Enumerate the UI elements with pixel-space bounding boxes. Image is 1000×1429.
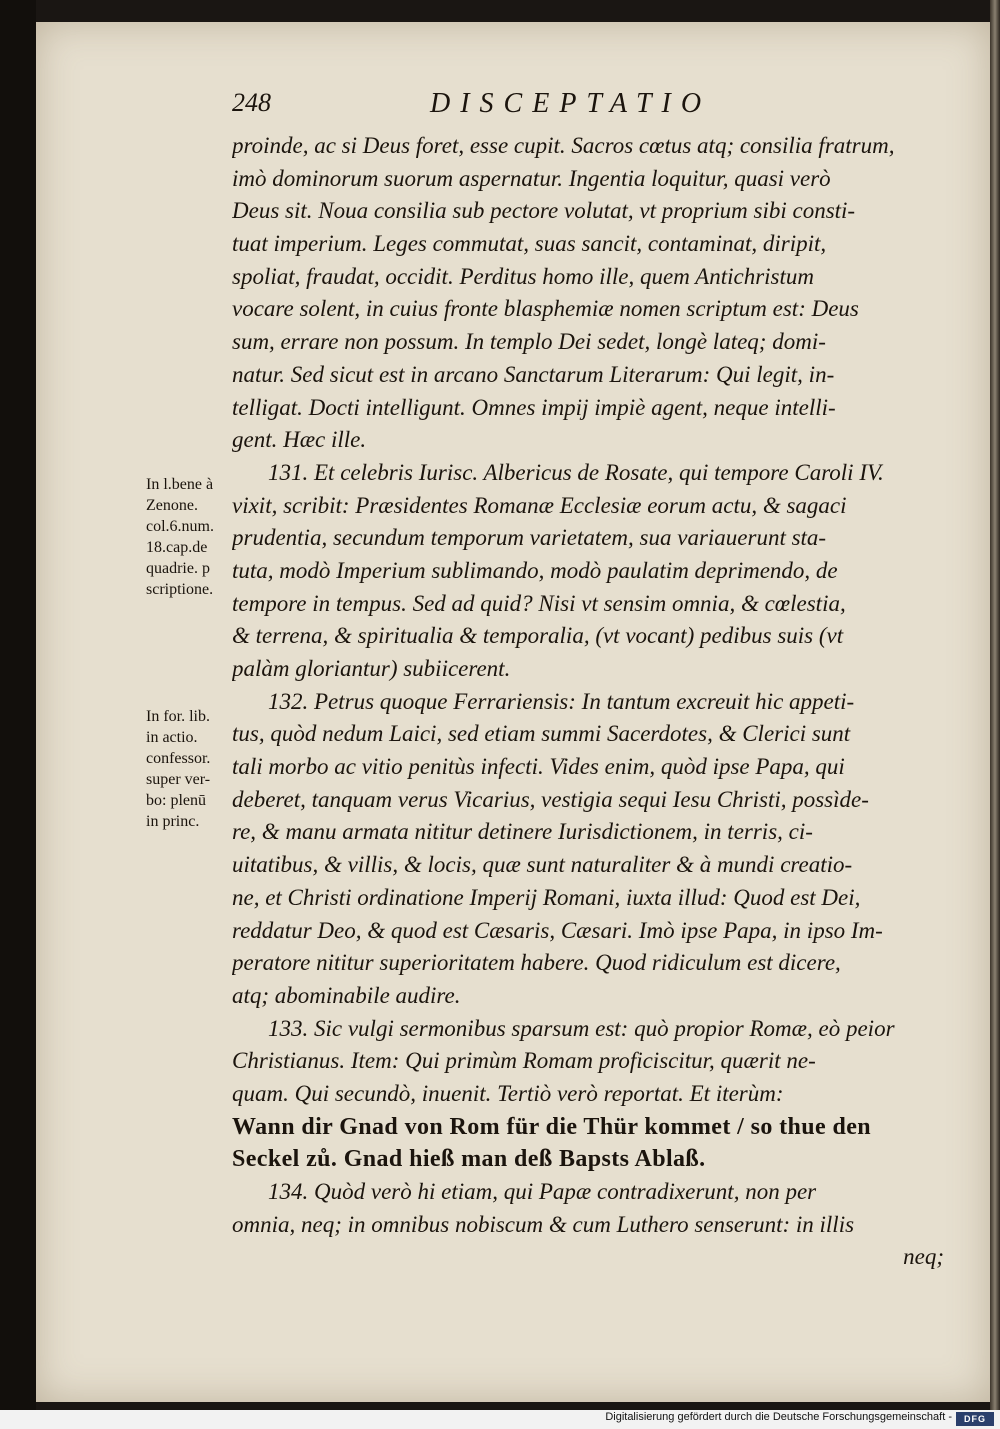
text-line: telligat. Docti intelligunt. Omnes impij impiè agent, neque intelli- <box>232 394 836 420</box>
text-line: atq; abominabile audire. <box>232 982 461 1008</box>
margin-note-line: bo: plenū <box>146 792 206 809</box>
margin-note-line: In l.bene à <box>146 476 214 493</box>
text-line: palàm gloriantur) subiicerent. <box>232 656 511 681</box>
margin-note-line: in actio. <box>146 729 198 746</box>
text-line: proinde, ac si Deus foret, esse cupit. Sacros cœtus atq; consilia fratrum, <box>232 133 895 158</box>
text-line: tali morbo ac vitio penitùs infecti. Vides enim, quòd ipse Papa, qui <box>232 754 845 780</box>
text-line: tempore in tempus. Sed ad quid? Nisi vt sensim omnia, & cœlestia, <box>232 590 846 616</box>
text-line: re, & manu armata nititur detinere Iurisdictionem, in terris, ci- <box>232 819 813 845</box>
paragraph-133-start: 133. Sic vulgi sermonibus sparsum est: quò propior Romæ, eò peior <box>268 1015 895 1041</box>
margin-note-line: confessor. <box>146 750 211 767</box>
scan-right-edge <box>990 0 1000 1410</box>
margin-note-line: super ver- <box>146 771 211 788</box>
text-line: ne, et Christi ordinatione Imperij Romani, iuxta illud: Quod est Dei, <box>232 884 861 910</box>
text-line: tus, quòd nedum Laici, sed etiam summi Sacerdotes, & Clerici sunt <box>232 721 851 747</box>
text-line: omnia, neq; in omnibus nobiscum & cum Luthero senserunt: in illis <box>232 1211 855 1237</box>
paragraph-131-start: 131. Et celebris Iurisc. Albericus de Rosate, qui tempore Caroli IV. <box>268 459 884 485</box>
text-line: sum, errare non possum. In templo Dei sedet, longè lateq; domi- <box>232 329 826 355</box>
text-line: prudentia, secundum temporum varietatem, sua variauerunt sta- <box>232 525 827 551</box>
text-line: reddatur Deo, & quod est Cæsaris, Cæsari. Imò ipse Papa, in ipso Im- <box>232 917 883 943</box>
page-number: 248 <box>232 88 271 117</box>
margin-note-1 <box>146 474 246 600</box>
text-line: gent. Hæc ille. <box>232 427 367 453</box>
dfg-logo: DFG <box>956 1412 994 1426</box>
running-title: DISCEPTATIO <box>430 88 712 119</box>
main-text <box>232 130 952 1274</box>
text-line: vocare solent, in cuius fronte blasphemiæ nomen scriptum est: Deus <box>232 296 859 322</box>
margin-note-line: Zenone. <box>146 497 198 514</box>
text-line: quam. Qui secundò, inuenit. Tertiò verò reportat. Et iterùm: <box>232 1080 784 1106</box>
text-line: Christianus. Item: Qui primùm Romam proficiscitur, quærit ne- <box>232 1048 816 1074</box>
text-line: uitatibus, & villis, & locis, quæ sunt naturaliter & à mundi creatio- <box>232 852 853 878</box>
text-line: Deus sit. Noua consilia sub pectore volutat, vt proprium sibi consti- <box>232 198 856 224</box>
footer-bar <box>0 1410 1000 1429</box>
paragraph-134-start: 134. Quòd verò hi etiam, qui Papæ contradixerunt, non per <box>268 1179 817 1204</box>
text-line: & terrena, & spiritualia & temporalia, (vt vocant) pedibus suis (vt <box>232 623 844 649</box>
catchword: neq; <box>903 1244 944 1270</box>
text-line: spoliat, fraudat, occidit. Perditus homo ille, quem Antichristum <box>232 263 814 289</box>
margin-note-line: col.6.num. <box>146 518 214 535</box>
margin-note-2 <box>146 706 246 832</box>
margin-note-line: quadrie. p <box>146 560 210 577</box>
funding-notice: Digitalisierung gefördert durch die Deutsche Forschungsgemeinschaft - <box>605 1411 952 1423</box>
margin-note-line: scriptione. <box>146 581 214 598</box>
running-head <box>232 88 952 128</box>
text-line: tuta, modò Imperium sublimando, modò paulatim deprimendo, de <box>232 557 838 583</box>
text-line: deberet, tanquam verus Vicarius, vestigia sequi Iesu Christi, possìde- <box>232 786 869 812</box>
paragraph-132-start: 132. Petrus quoque Ferrariensis: In tantum excreuit hic appeti- <box>268 688 855 714</box>
german-fraktur-line: Seckel zů. Gnad hieß man deß Bapsts Ablaß. <box>232 1146 706 1173</box>
text-line: vixit, scribit: Præsidentes Romanæ Ecclesiæ eorum actu, & sagaci <box>232 492 847 518</box>
german-fraktur-line: Wann dir Gnad von Rom für die Thür kommet / so thue den <box>232 1113 872 1140</box>
text-line: tuat imperium. Leges commutat, suas sancit, contaminat, diripit, <box>232 231 827 257</box>
margin-note-line: 18.cap.de <box>146 539 208 556</box>
text-line: imò dominorum suorum aspernatur. Ingentia loquitur, quasi verò <box>232 165 831 191</box>
text-line: peratore nititur superioritatem habere. Quod ridiculum est dicere, <box>232 950 841 976</box>
margin-note-line: In for. lib. <box>146 708 210 725</box>
margin-note-line: in princ. <box>146 813 200 830</box>
text-line: natur. Sed sicut est in arcano Sanctarum Literarum: Qui legit, in- <box>232 361 835 387</box>
scan-left-edge <box>0 0 36 1429</box>
